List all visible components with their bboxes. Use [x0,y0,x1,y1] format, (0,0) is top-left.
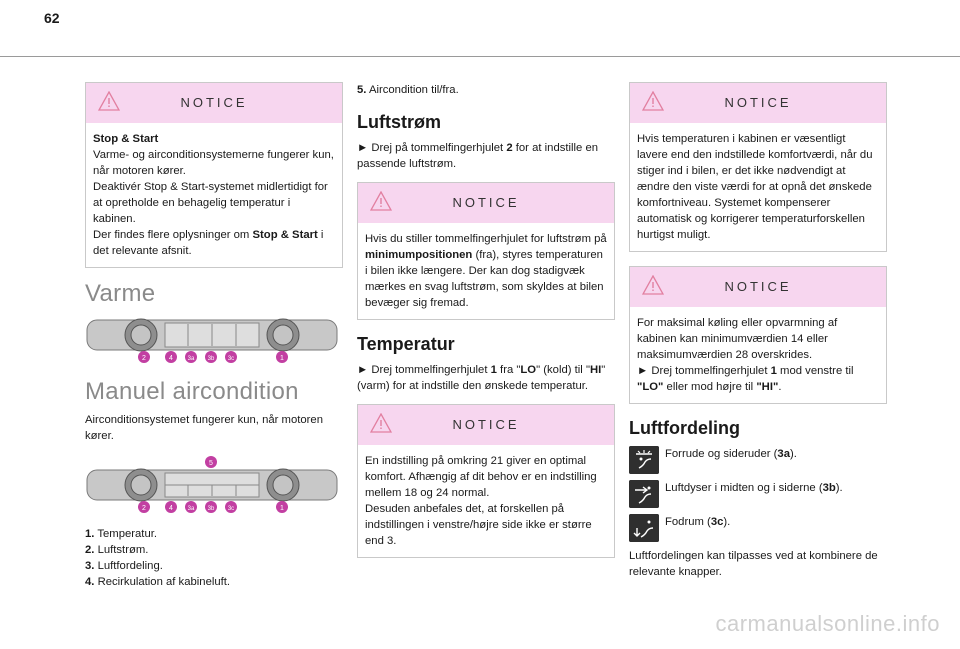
notice-text: ► Drej tommelfingerhjulet 1 mod venstre til "LO" eller mod højre til "HI". [637,365,854,393]
footwell-icon [629,514,659,542]
panel-label: 3b [207,506,215,512]
panel-label: 3b [207,356,215,362]
notice-text: Hvis temperaturen i kabinen er væsentligt lavere end den indstillede komfortværdi, når du stiger ind i bilen, er det ikke nødvendigt at ændre den viste værdi for at opnå det ønskede komfortniveau. Systemet kompenserer automatisk og korrigerer temperaturforskellen hurtigst muligt. [637,133,873,241]
column-1 [85,82,343,590]
warning-icon [370,413,392,433]
panel-label: 2 [142,355,146,362]
notice-title: NOTICE [452,417,520,432]
mode-text: Fodrum (3c). [665,516,731,528]
notice-text: En indstilling på omkring 21 giver en optimal komfort. Afhængig af dit behov er en indstilling mellem 18 og 24 normal. [365,455,597,499]
panel-label: 4 [169,355,173,362]
notice-title: NOTICE [724,279,792,294]
notice-text: Hvis du stiller tommelfingerhjulet for luftstrøm på minimumpositionen (fra), styres temperaturen i bilen ikke længere. Der kan dog stadigvæk mærkes en svag luftstrøm, som skyldes at bilen bevæger sig fremad. [365,233,607,309]
list-item: 1. Temperatur. [85,528,158,540]
warning-icon [642,91,664,111]
face-vents-icon [629,480,659,508]
mode-row-windscreen [629,446,887,474]
airflow-instruction: ► Drej på tommelfingerhjulet 2 for at indstille en passende luftstrøm. [357,142,599,170]
notice-title: NOTICE [452,195,520,210]
notice-title: NOTICE [724,95,792,110]
section-heading-luftstrom: Luftstrøm [357,112,441,132]
notice-text: Der findes flere oplysninger om Stop & Start i det relevante afsnit. [93,229,324,257]
watermark: carmanualsonline.info [715,611,940,636]
notice-text: For maksimal køling eller opvarmning af kabinen kan minimumværdien 14 eller maksimumværdien 28 overskrides. [637,317,838,361]
warning-icon [642,275,664,295]
mode-text: Forrude og sideruder (3a). [665,448,797,460]
controls-list [85,526,343,590]
section-heading-manual-ac: Manuel aircondition [85,378,299,405]
notice-title: NOTICE [180,95,248,110]
panel-label: 3a [187,356,195,362]
section-heading-luftfordeling: Luftfordeling [629,418,740,438]
warning-icon [370,191,392,211]
header-rule [0,56,960,57]
panel-label: 1 [280,355,284,362]
warning-icon [98,91,120,111]
distribution-closing: Luftfordelingen kan tilpasses ved at kombinere de relevante knapper. [629,550,878,578]
mode-text: Luftdyser i midten og i siderne (3b). [665,482,843,494]
page-number: 62 [44,10,60,26]
mode-row-vents [629,480,887,508]
notice-airflow [357,182,615,320]
list-item: 3. Luftfordeling. [85,560,163,572]
panel-label: 3c [227,506,235,512]
temperature-instruction: ► Drej tommelfingerhjulet 1 fra "LO" (kold) til "HI" (varm) for at indstille den ønskede temperatur. [357,364,606,392]
panel-label: 5 [209,460,213,467]
section-heading-temperatur: Temperatur [357,334,455,354]
windscreen-defrost-icon [629,446,659,474]
list-item: 2. Luftstrøm. [85,544,149,556]
panel-label: 4 [169,505,173,512]
notice-text: Varme- og airconditionsystemerne fungerer kun, når motoren kører. [93,149,334,177]
ac-panel-illustration [85,454,339,516]
notice-text: Deaktivér Stop & Start-systemet midlertidigt for at opretholde en behagelig temperatur i kabinen. [93,181,328,225]
notice-temperature [357,404,615,558]
manual-intro: Airconditionsystemet fungerer kun, når motoren kører. [85,414,323,442]
notice-heading: Stop & Start [93,133,159,145]
heating-panel-illustration [85,314,339,366]
notice-stop-start [85,82,343,268]
panel-label: 2 [142,505,146,512]
column-2 [357,82,615,572]
list-item: 4. Recirkulation af kabineluft. [85,576,231,588]
notice-comfort [629,82,887,252]
section-heading-varme: Varme [85,280,156,307]
notice-text: Desuden anbefales det, at forskellen på indstillingen i venstre/højre side ikke er større end 3. [365,503,592,547]
mode-row-footwell [629,514,887,542]
column-3 [629,82,887,590]
panel-label: 1 [280,505,284,512]
notice-max-cooling [629,266,887,404]
list-item: 5. Aircondition til/fra. [357,84,459,96]
panel-label: 3c [227,356,235,362]
panel-label: 3a [187,506,195,512]
